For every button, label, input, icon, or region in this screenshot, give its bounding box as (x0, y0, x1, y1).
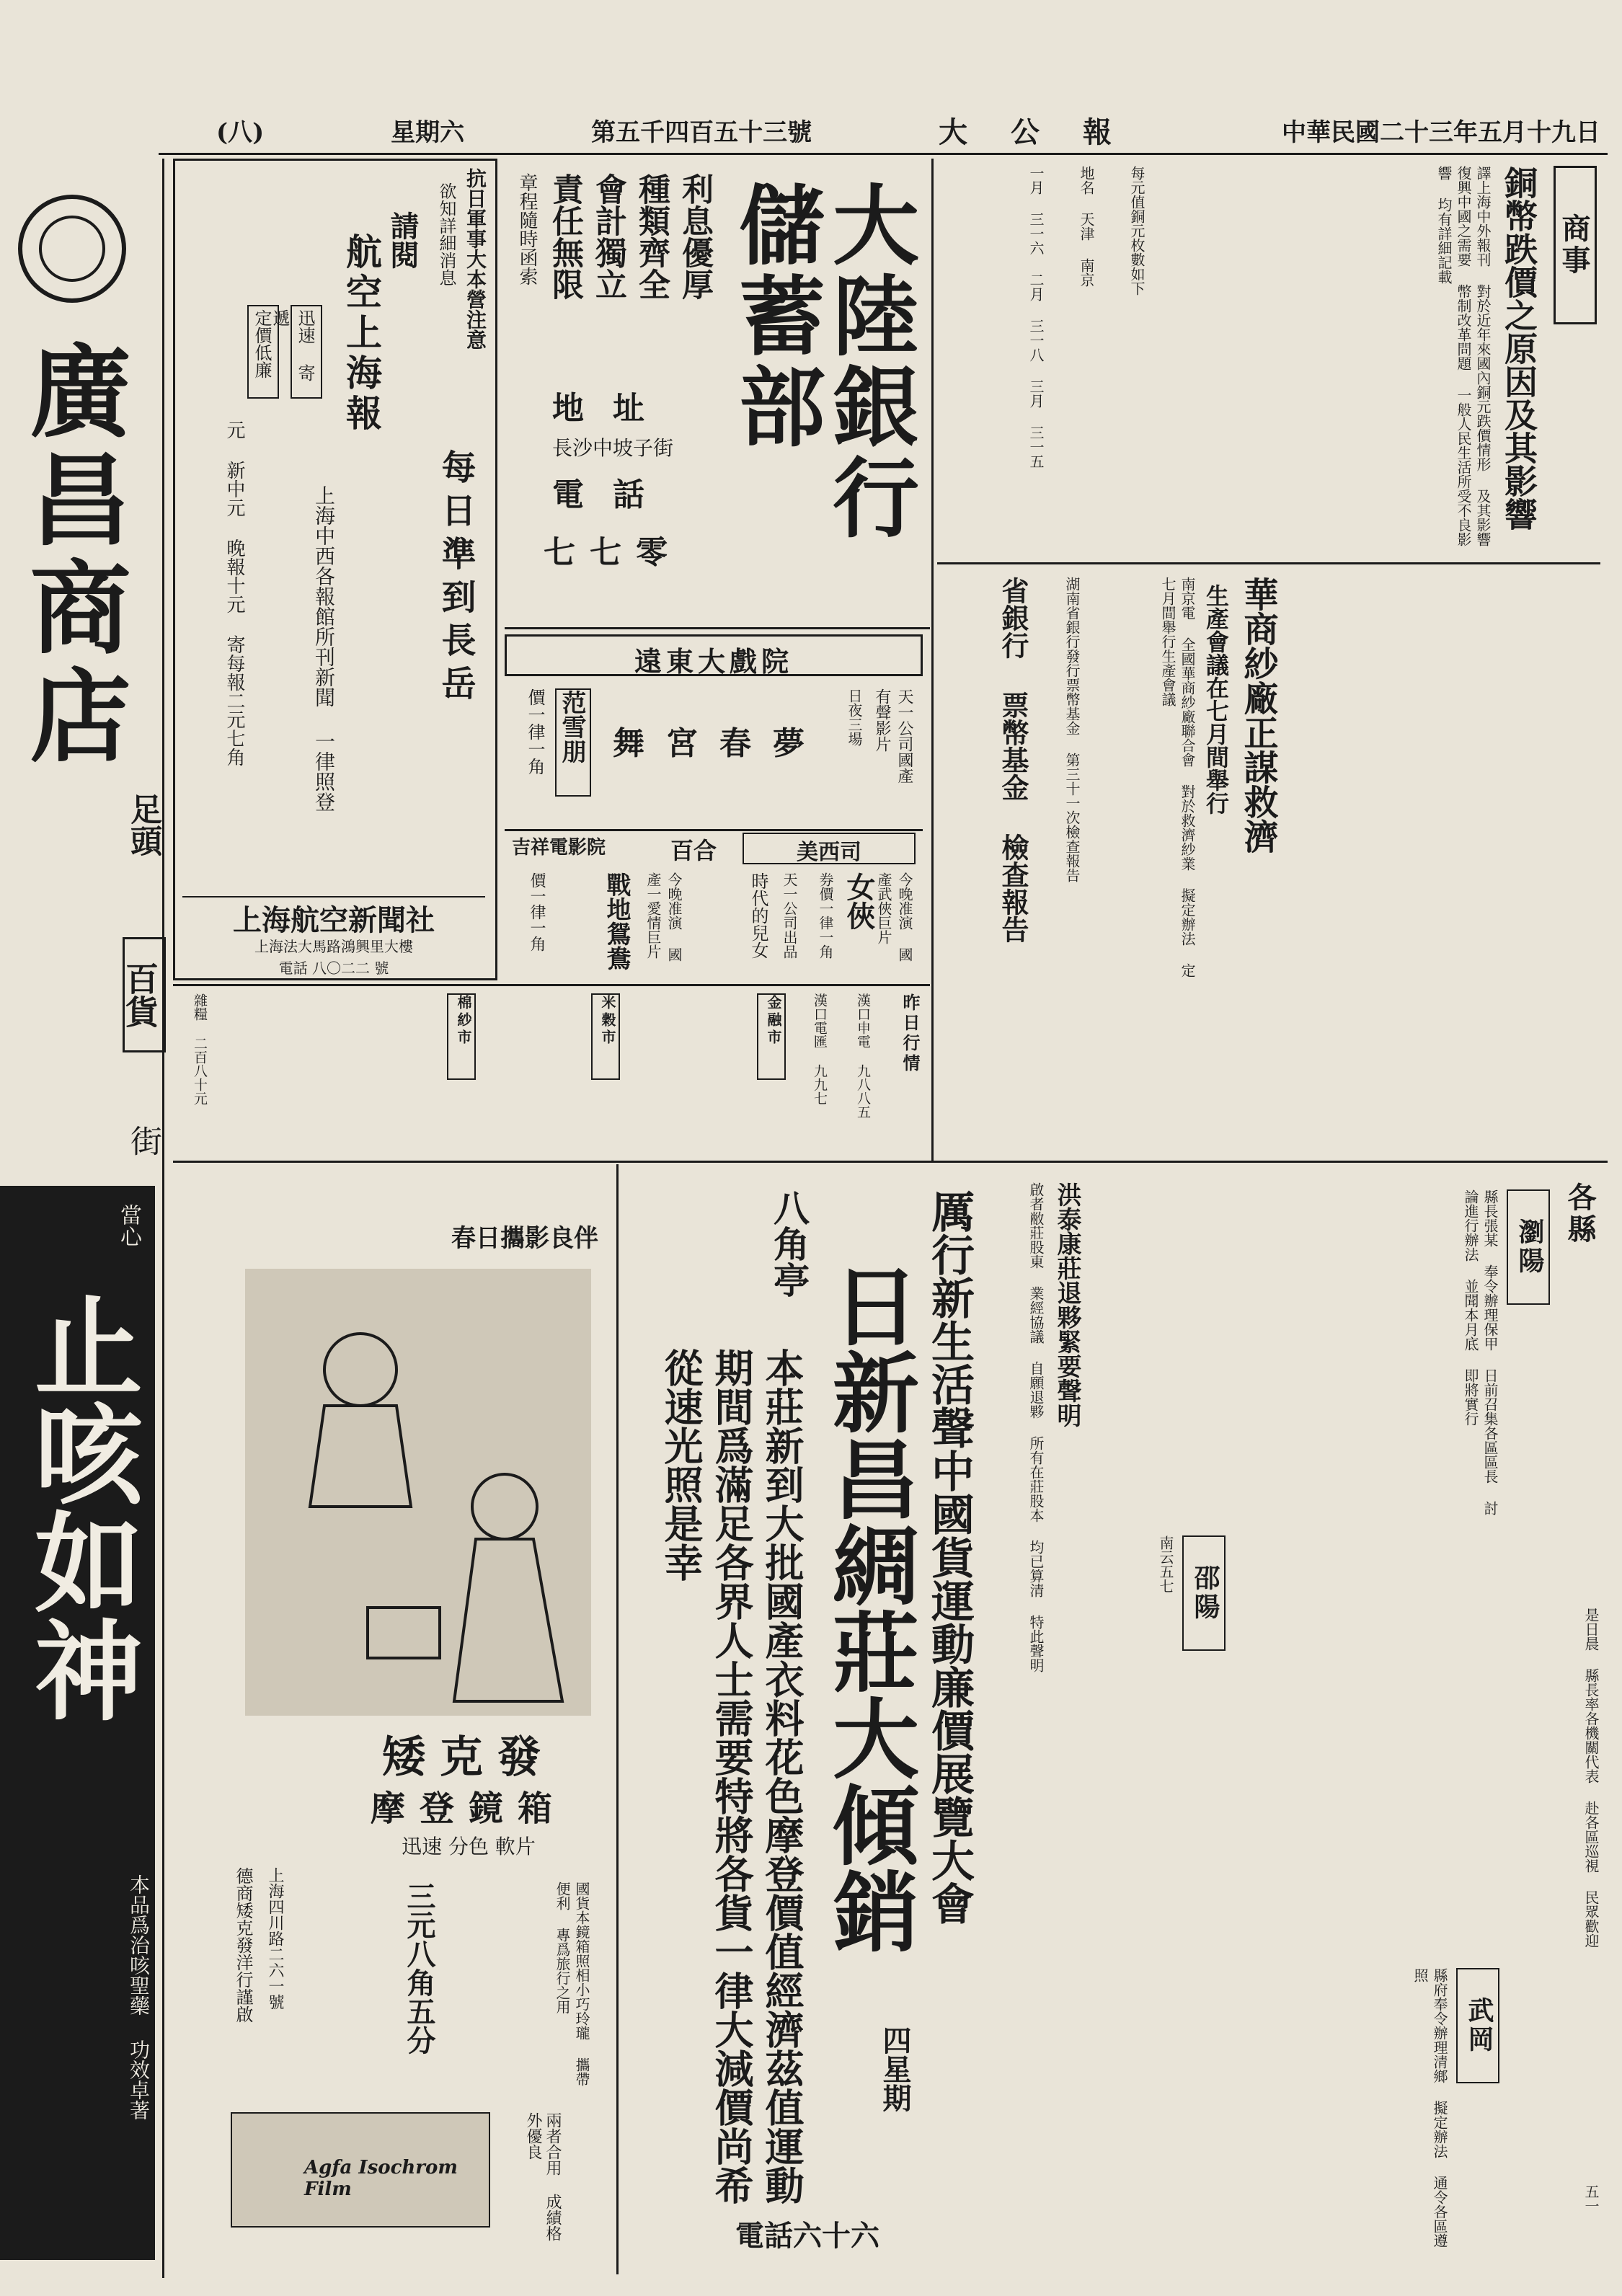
notice-title: 抗日軍事大本營注意 (464, 168, 487, 350)
camera-dealer: 德商矮克發洋行謹啟 (233, 1867, 253, 2023)
yarn-subtitle: 生產會議在七月間舉行 (1202, 584, 1230, 815)
lower-small-text: 本品爲治咳聖藥 功效卓著 (127, 1874, 151, 2120)
store-tag: 百貨 (123, 937, 166, 1052)
phone-no: 八〇二二 號 (312, 959, 389, 977)
bank-note: 章程隨時函索 (516, 173, 538, 285)
paper-title: 航空上海報 (340, 233, 383, 435)
meixi-show: 女俠 (842, 872, 876, 930)
issue-number: 第五千四百五十三號 (591, 118, 812, 147)
commerce-body: 譯上海中外報刊 對於近年來國內銅元跌價情形 及其影響 復興中國之需要 幣制改革問題 一般人民生活所受不良影響 均有詳細記載 (1435, 166, 1492, 546)
film-label: Agfa Isochrom Film (304, 2157, 458, 2200)
bank-feature-4: 責任無限 (546, 173, 583, 300)
theater-banner (505, 634, 923, 676)
bank-feature-1: 利息優厚 (676, 173, 713, 300)
top-bottom-rule (173, 1161, 1608, 1163)
left-divider (162, 159, 164, 2278)
silk-title: 日新昌綢莊大傾銷 (818, 1262, 920, 1954)
cinema-ad (505, 829, 923, 980)
silk-place: 八角亭 (768, 1189, 810, 1298)
camera-price: 三元八角五分 (402, 1881, 436, 2055)
meixi-price: 券價一律一角 (817, 872, 834, 959)
ad-daily: 每日準到長岳 (435, 449, 476, 709)
county-2-body: 南云五七 (1157, 1535, 1174, 1593)
county-3-body: 縣府奉令辦理清鄉 擬定辦法 通令各區遵照 (1412, 1968, 1448, 2248)
masthead-rule (159, 153, 1608, 155)
notice-footer: 上海航空新聞社 (182, 896, 485, 932)
cinema-brand: 百合 (670, 837, 717, 864)
theater-company: 天一公司國產有聲影片 (873, 688, 913, 784)
bank-phone-label: 電話 (552, 477, 673, 513)
county-news (1096, 1175, 1608, 2271)
bank-address-label: 地址 (552, 390, 673, 427)
silk-body: 本莊新到大批國產衣料花色摩登價值經濟茲值運動期間爲滿足各界人士需要特將各貨一律大減價尚希從速光照是幸 (658, 1348, 805, 2204)
bank-rule (505, 627, 930, 629)
ad-col-divider (931, 159, 934, 1161)
cinema-price: 價一律一角 (528, 872, 546, 952)
seal-logo (18, 195, 126, 303)
county-4: 五一 (1582, 2184, 1600, 2213)
theater-body (505, 681, 923, 825)
commerce-article-title: 銅幣跌價之原因及其影響 (1499, 166, 1538, 531)
camera-product: 摩登鏡箱 (370, 1789, 567, 1829)
news-section: 各縣 (1563, 1182, 1597, 1246)
market-row-2: 漢口電匯 九九七 (812, 993, 828, 1105)
bank-feature-2: 種類齊全 (633, 173, 670, 300)
lower-label: 當心 (116, 1204, 141, 1247)
commerce-rule (937, 562, 1600, 564)
meixi-note: 今晚准演 國產武俠巨片 (875, 872, 913, 962)
camera-headline: 春日攜影良伴 (451, 1224, 598, 1253)
film-box (231, 2112, 490, 2228)
theater-show: 舞宮春夢 (613, 725, 826, 762)
ad-price: 定價低廉 (247, 305, 279, 399)
cinema-show2-note: 天一公司出品 (781, 872, 798, 959)
silk-days: 四星期 (878, 2026, 912, 2112)
yarn-article (937, 569, 1600, 980)
news-tail: 是日晨 縣長率各機關代表 赴各區巡視 民眾歡迎 (1582, 1608, 1600, 1948)
county-1-body: 縣長張某 奉令辦理保甲 日前召集各區區長 討論進行辦法 並聞本月底 即將實行 (1462, 1189, 1499, 1515)
silk-ad (620, 1175, 995, 2271)
market-title: 昨日行情 (900, 993, 921, 1074)
county-3-name: 武岡 (1456, 1968, 1499, 2083)
commerce-table-values: 一月 三一六 二月 三一八 三月 三一五 (1027, 166, 1045, 469)
notice-body-2: 啟者敝莊股東 業經協議 自願退夥 所有在莊股本 均已算清 特此聲明 (1027, 1182, 1045, 1672)
theater-star: 范雪朋 (555, 688, 591, 797)
yarn-body: 南京電 全國華商紗廠聯合會 對於救濟紗業 擬定辦法 定七月間舉行生產會議 (1159, 577, 1196, 978)
county-2-name: 邵陽 (1182, 1535, 1226, 1651)
issue-no: (八) (216, 118, 265, 147)
lower-divider (616, 1164, 619, 2274)
market-row-3: 金融市 (757, 993, 786, 1080)
cinema-show2: 時代的兒女 (748, 872, 768, 959)
ad-prices: 元 新中元 晚報十元 寄每報二元七角 (223, 420, 245, 766)
weekday: 星期六 (391, 118, 465, 147)
notice-footer-addr: 上海法大馬路鴻興里大樓 (254, 938, 413, 955)
notice-phone (182, 957, 485, 978)
bank-title: 大陸銀行 儲蓄部 (724, 180, 920, 544)
lower-slogan: 止咳如神 (16, 1290, 143, 1723)
ad-mail: 迅速 寄遞 (291, 305, 322, 399)
silk-phone: 電話六十六 (735, 2219, 879, 2253)
meixi-banner: 美西司 (743, 833, 916, 864)
camera-brand: 矮克發 (382, 1732, 555, 1783)
bank-report-body: 湖南省銀行發行票幣基金 第三十一次檢查報告 (1063, 577, 1081, 882)
bank-feature-3: 會計獨立 (590, 173, 626, 300)
market-row-5: 棉紗市 (447, 993, 476, 1080)
yarn-table (1290, 577, 1593, 980)
commerce-section: 商事 (1554, 166, 1597, 324)
phone-label: 電話 (278, 959, 308, 977)
camera-desc: 國貨本鏡箱照相小巧玲瓏 攜帶便利 專爲旅行之用 (554, 1881, 590, 2086)
read-label: 請閱 (386, 211, 420, 269)
theater-name: 遠東大戲院 (634, 645, 793, 678)
silk-org: 厲行新生活聲中國貨運動廉價展覽大會 (924, 1189, 975, 1925)
theater-note: 日夜三場 (846, 688, 863, 746)
notice-box (173, 159, 497, 980)
camera-illustration (245, 1269, 591, 1716)
bank-phone: 七七零 (544, 534, 682, 571)
commerce-note: 每元值銅元枚數如下 (1128, 166, 1145, 296)
store-name: 廣昌商店 (13, 339, 131, 771)
store-street: 街 (125, 1125, 161, 1156)
bank-ad (505, 166, 923, 627)
notice-title-2: 洪泰康莊退夥緊要聲明 (1052, 1182, 1081, 1427)
paper-name: 大公報 (939, 115, 1156, 149)
cinema-name: 吉祥電影院 (512, 837, 606, 859)
bank-address: 長沙中坡子街 (551, 436, 673, 460)
ad-content: 上海中西各報館所刊新聞 一律照登 (312, 485, 336, 812)
commerce-table-header: 地名 天津 南京 (1078, 166, 1095, 287)
camera-ad (216, 1175, 613, 2256)
yarn-title: 華商紗廠正謀救濟 (1238, 577, 1278, 854)
cinema-show-note: 今晚准演 國產一愛情巨片 (644, 872, 683, 962)
notice-subtitle: 欲知詳細消息 (436, 182, 456, 286)
store-side: 足頭 (125, 793, 161, 856)
camera-dealer-addr: 上海四川路二六一號 (266, 1867, 284, 2010)
commerce-column (937, 159, 1600, 562)
camera-credit: 兩者合用 成績格外優良 (524, 2112, 562, 2241)
market-row-6: 雜糧 二百八十元 (192, 993, 208, 1105)
market-row-4: 米穀市 (591, 993, 620, 1080)
theater-price: 價一律一角 (525, 688, 545, 775)
masthead (216, 108, 1600, 151)
bank-report-title: 省銀行 票幣基金 檢查報告 (997, 577, 1029, 943)
silk-notice (1002, 1175, 1089, 2271)
date: 中華民國二十三年五月十九日 (1282, 118, 1600, 147)
county-1-name: 瀏陽 (1507, 1189, 1550, 1305)
cinema-show: 戰地鴛鴦 (602, 872, 631, 970)
market-block (173, 984, 930, 1157)
camera-tagline: 迅速 分色 軟片 (402, 1835, 536, 1858)
market-row-1: 漢口申電 九八八五 (855, 993, 871, 1119)
